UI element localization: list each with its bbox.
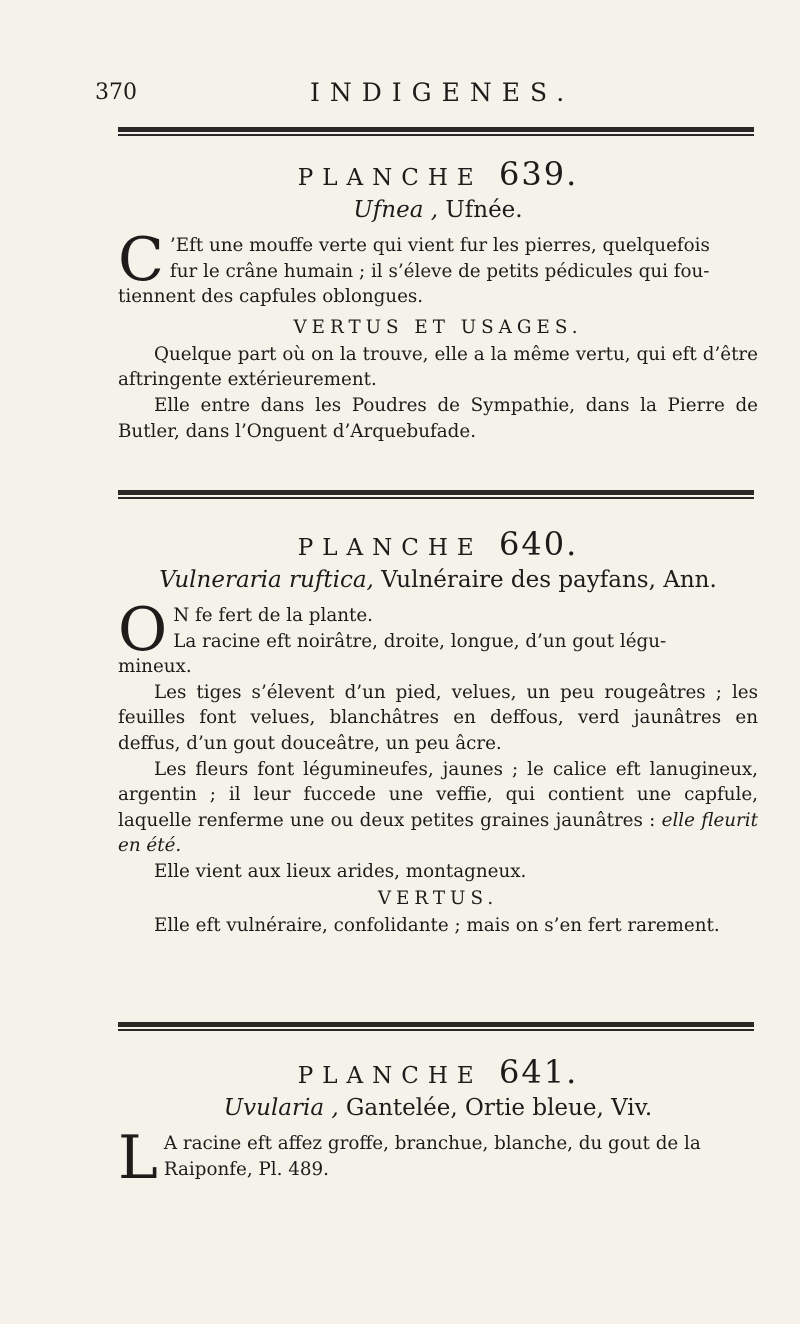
intro-line: fur le crâne humain ; il s’éleve de petits pédicules qui fou- [169,260,710,282]
intro-paragraph [118,595,758,680]
intro-line: N fe fert de la plante. [173,605,373,626]
latin-name: Ufnea , [353,197,439,223]
plate-number: 639. [499,155,579,193]
intro-line: mineux. [118,656,192,678]
plate-subtitle [118,193,758,227]
section-heading: VERTUS. [377,887,499,909]
body-paragraph: Les tiges s’élevent d’un pied, velues, un peu rougeâtres ; les feuilles font velues, blanchâtres en deffous, verd jaunâtres en deffus, d’un gout douceâtre, un peu âcre. [118,681,758,754]
plate-title [118,155,758,193]
plate-number: 641. [499,1053,579,1091]
drop-cap: O [118,595,168,665]
plate-word: PLANCHE [297,1063,483,1089]
plate-title [118,1053,758,1091]
intro-line: Raiponfe, Pl. 489. [163,1158,329,1180]
plate-number: 640. [499,525,579,563]
intro-line: tiennent des capfules oblongues. [118,286,424,308]
common-name: Ufnée. [445,197,523,223]
plate-section [118,1053,758,1193]
body-paragraph: Quelque part où on la trouve, elle a la même vertu, qui eft d’être aftringente extérieurement. [118,343,758,391]
intro-line: A racine eft affez groffe, branchue, blanche, du gout de la [163,1133,701,1154]
intro-paragraph [118,1123,758,1193]
plate-subtitle [118,1091,758,1125]
running-title: INDIGENES. [310,78,575,107]
ornament-rule [118,490,754,500]
page-number: 370 [95,80,137,105]
plate-word: PLANCHE [297,535,483,561]
body-paragraph: Elle eft vulnéraire, confolidante ; mais on s’en fert rarement. [154,914,720,936]
common-name: Vulnéraire des payfans, Ann. [381,567,717,593]
common-name: Gantelée, Ortie bleue, Viv. [346,1095,653,1121]
latin-name: Uvularia , [223,1095,339,1121]
section-heading: VERTUS ET USAGES. [293,316,583,338]
intro-line: La racine eft noirâtre, droite, longue, d’un gout légu- [173,630,667,652]
italic-note: elle fleurit en été. [118,809,758,857]
intro-line: ’Eft une mouffe verte qui vient fur les pierres, quelquefois [169,235,710,256]
plate-word: PLANCHE [297,165,483,191]
latin-name: Vulneraria ruftica, [159,567,374,593]
running-head [95,80,755,110]
plate-section [118,525,758,938]
intro-paragraph [118,225,758,310]
ornament-rule [118,127,754,137]
plate-title [118,525,758,563]
body-paragraph: Elle vient aux lieux arides, montagneux. [154,860,527,882]
plate-section [118,155,758,444]
body-text: Les fleurs font légumineufes, jaunes ; le calice eft lanugineux, argentin ; il leur fuccede une veffie, qui contient une capfule, laquelle renferme une ou deux petites graines jaunâtres : [118,758,758,831]
drop-cap: L [118,1123,158,1193]
plate-subtitle [118,563,758,597]
ornament-rule [118,1022,754,1032]
drop-cap: C [118,225,164,295]
body-paragraph [118,757,758,859]
body-paragraph: Elle entre dans les Poudres de Sympathie, dans la Pierre de Butler, dans l’Onguent d’Arquebufade. [118,394,758,442]
